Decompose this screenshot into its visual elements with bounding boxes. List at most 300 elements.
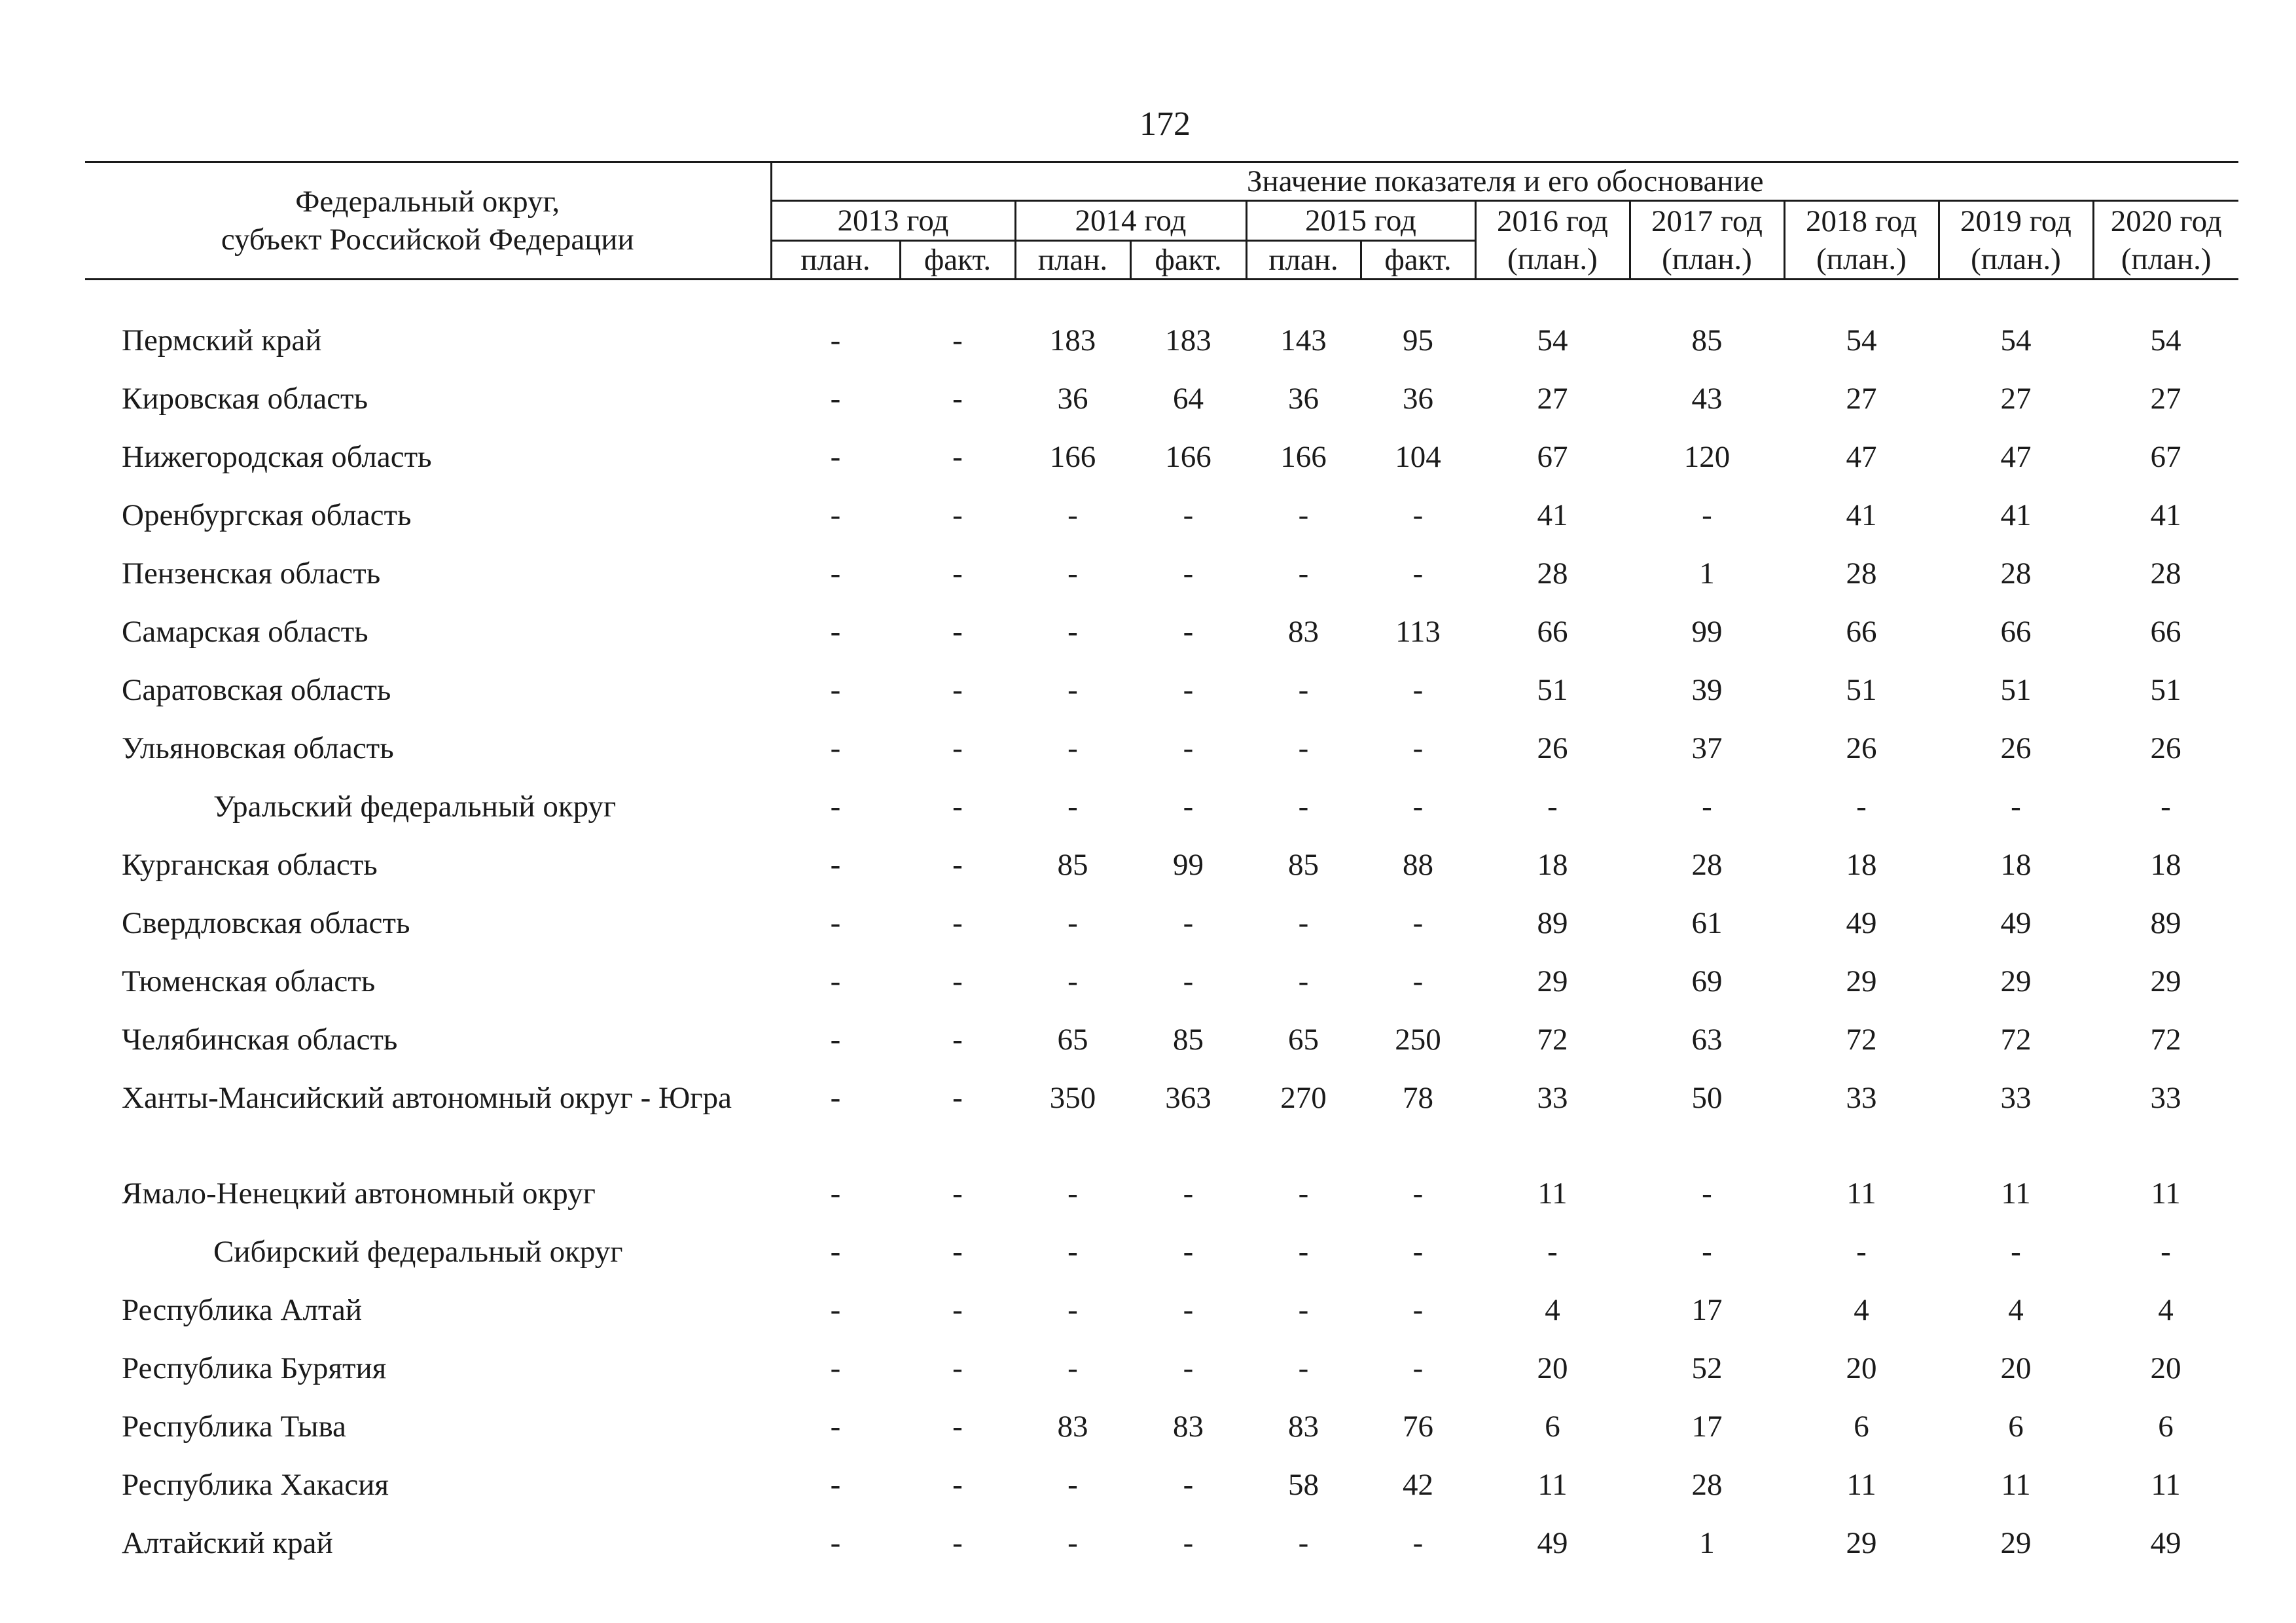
value-cell: - <box>830 440 841 474</box>
value-cell: 166 <box>1049 440 1096 474</box>
subject-name: Оренбургская область <box>122 498 412 532</box>
value-cell: 18 <box>1537 848 1568 882</box>
value-cell: 20 <box>2150 1351 2181 1385</box>
value-cell: - <box>952 673 963 707</box>
value-cell: - <box>1547 1235 1558 1269</box>
value-cell: - <box>1412 1176 1424 1211</box>
value-cell: 143 <box>1280 323 1327 357</box>
value-cell: 29 <box>1537 964 1568 998</box>
value-cell: 51 <box>2000 673 2032 707</box>
table-row <box>85 1285 2238 1343</box>
value-cell: 183 <box>1049 323 1096 357</box>
subheader-2013-plan: план. <box>771 241 900 280</box>
table-row <box>85 1402 2238 1460</box>
value-cell: - <box>1183 1468 1194 1502</box>
value-cell: 18 <box>2150 848 2181 882</box>
value-cell: - <box>1412 1293 1424 1327</box>
value-cell: - <box>1183 1176 1194 1211</box>
value-cell: 72 <box>2150 1023 2181 1057</box>
value-cell: 50 <box>1691 1081 1723 1115</box>
value-cell: 49 <box>1537 1526 1568 1560</box>
value-cell: 83 <box>1288 615 1319 649</box>
value-cell: - <box>1183 964 1194 998</box>
value-cell: 88 <box>1403 848 1433 882</box>
subject-header-line-1: Федеральный округ, <box>295 185 560 219</box>
value-cell: 83 <box>1057 1410 1088 1444</box>
subject-name: Челябинская область <box>122 1023 398 1057</box>
value-cell: - <box>1298 498 1309 532</box>
subject-name: Нижегородская область <box>122 440 432 474</box>
value-cell: 76 <box>1403 1410 1433 1444</box>
value-cell: - <box>1183 1351 1194 1385</box>
value-cell: 28 <box>2150 556 2181 591</box>
value-cell: 51 <box>2150 673 2181 707</box>
value-cell: 58 <box>1288 1468 1319 1502</box>
value-cell: 83 <box>1173 1410 1204 1444</box>
table-row <box>85 607 2238 665</box>
year-2013-header: 2013 год <box>771 201 1015 241</box>
value-cell: 6 <box>1545 1410 1560 1444</box>
value-cell: 26 <box>1537 731 1568 765</box>
value-cell: - <box>1183 615 1194 649</box>
value-cell: - <box>830 848 841 882</box>
value-cell: - <box>1067 1468 1078 1502</box>
value-cell: - <box>830 1235 841 1269</box>
value-cell: 4 <box>1545 1293 1560 1327</box>
value-cell: - <box>1412 1526 1424 1560</box>
value-cell: 28 <box>1691 1468 1723 1502</box>
table-row <box>85 840 2238 898</box>
value-cell: 11 <box>2001 1176 2031 1211</box>
value-cell: - <box>1183 1526 1194 1560</box>
value-cell: 41 <box>2000 498 2032 532</box>
value-cell: - <box>952 323 963 357</box>
value-cell: - <box>1183 1293 1194 1327</box>
year-2015-header: 2015 год <box>1246 201 1475 241</box>
table-row <box>85 1460 2238 1518</box>
value-cell: 54 <box>1846 323 1877 357</box>
value-cell: - <box>830 615 841 649</box>
year-2014-header: 2014 год <box>1015 201 1246 241</box>
subject-name: Самарская область <box>122 615 368 649</box>
value-cell: 26 <box>1846 731 1877 765</box>
value-cell: 85 <box>1173 1023 1204 1057</box>
value-cell: 99 <box>1691 615 1723 649</box>
value-cell: 29 <box>2000 964 2032 998</box>
subject-column-header <box>85 162 771 280</box>
table-row <box>85 898 2238 957</box>
year-2020-header: 2020 год <box>2093 201 2238 241</box>
value-cell: - <box>952 1235 963 1269</box>
value-cell: - <box>1412 673 1424 707</box>
subheader-2019-plan: (план.) <box>1939 241 2093 280</box>
value-cell: 104 <box>1395 440 1441 474</box>
value-cell: 33 <box>1537 1081 1568 1115</box>
table-body <box>85 280 2238 1577</box>
subject-name: Кировская область <box>122 382 368 416</box>
value-cell: - <box>1183 790 1194 824</box>
value-cell: 43 <box>1691 382 1723 416</box>
value-cell: 36 <box>1288 382 1319 416</box>
value-cell: 49 <box>2150 1526 2181 1560</box>
value-cell: - <box>2161 1235 2171 1269</box>
value-cell: - <box>830 1526 841 1560</box>
value-cell: 54 <box>2150 323 2181 357</box>
value-cell: 120 <box>1683 440 1731 474</box>
value-cell: 78 <box>1403 1081 1433 1115</box>
value-cell: 113 <box>1395 615 1441 649</box>
value-cell: 20 <box>1537 1351 1568 1385</box>
value-cell: 350 <box>1049 1081 1096 1115</box>
subject-name: Республика Бурятия <box>122 1351 387 1385</box>
value-cell: 26 <box>2000 731 2032 765</box>
table-row <box>85 1343 2238 1402</box>
year-2018-header: 2018 год <box>1784 201 1939 241</box>
value-cell: - <box>952 1351 963 1385</box>
value-cell: - <box>1702 1176 1712 1211</box>
value-cell: - <box>1412 964 1424 998</box>
value-cell: - <box>952 964 963 998</box>
value-cell: - <box>1412 498 1424 532</box>
value-cell: - <box>1067 1176 1078 1211</box>
value-cell: - <box>1298 964 1309 998</box>
value-cell: 17 <box>1691 1293 1723 1327</box>
value-cell: 183 <box>1165 323 1211 357</box>
value-cell: 36 <box>1057 382 1088 416</box>
value-cell: - <box>952 1293 963 1327</box>
value-cell: - <box>1702 790 1712 824</box>
value-cell: - <box>952 556 963 591</box>
value-cell: 11 <box>2151 1176 2181 1211</box>
value-cell: - <box>952 382 963 416</box>
value-cell: - <box>1298 1176 1309 1211</box>
value-cell: 27 <box>2150 382 2181 416</box>
value-cell: - <box>1298 1351 1309 1385</box>
value-cell: - <box>1067 673 1078 707</box>
value-cell: - <box>1412 1351 1424 1385</box>
subheader-2016-plan: (план.) <box>1475 241 1630 280</box>
year-2017-header: 2017 год <box>1630 201 1784 241</box>
value-cell: 28 <box>1537 556 1568 591</box>
value-cell: 27 <box>2000 382 2032 416</box>
subject-name: Саратовская область <box>122 673 391 707</box>
value-cell: - <box>952 615 963 649</box>
value-cell: - <box>1856 1235 1867 1269</box>
subheader-2018-plan: (план.) <box>1784 241 1939 280</box>
value-cell: - <box>1298 906 1309 940</box>
value-cell: - <box>830 964 841 998</box>
value-cell: - <box>952 1410 963 1444</box>
subject-name: Алтайский край <box>122 1526 333 1560</box>
value-cell: 33 <box>2150 1081 2181 1115</box>
value-cell: - <box>1067 615 1078 649</box>
table-row <box>85 665 2238 723</box>
value-cell: - <box>1702 498 1712 532</box>
subject-name: Тюменская область <box>122 964 376 998</box>
value-cell: 4 <box>1854 1293 1869 1327</box>
value-cell: 64 <box>1173 382 1204 416</box>
value-cell: 4 <box>2158 1293 2174 1327</box>
value-cell: 47 <box>1846 440 1877 474</box>
value-cell: - <box>952 848 963 882</box>
value-cell: 66 <box>1537 615 1568 649</box>
subject-name: Пермский край <box>122 323 322 357</box>
subject-name: Республика Алтай <box>122 1293 363 1327</box>
value-cell: 63 <box>1691 1023 1723 1057</box>
value-cell: 166 <box>1280 440 1327 474</box>
value-cell: - <box>952 906 963 940</box>
subject-name: Свердловская область <box>122 906 410 940</box>
table-row <box>85 1169 2238 1227</box>
value-cell: - <box>830 1023 841 1057</box>
value-cell: - <box>952 440 963 474</box>
value-cell: - <box>2161 790 2171 824</box>
subheader-2015-fact: факт. <box>1361 241 1475 280</box>
value-cell: 51 <box>1537 673 1568 707</box>
table-row <box>85 374 2238 432</box>
value-cell: - <box>830 1351 841 1385</box>
value-cell: 85 <box>1288 848 1319 882</box>
value-cell: 66 <box>2000 615 2032 649</box>
value-cell: 85 <box>1691 323 1723 357</box>
value-cell: 37 <box>1691 731 1723 765</box>
value-cell: - <box>1183 498 1194 532</box>
year-2019-header: 2019 год <box>1939 201 2093 241</box>
table-row <box>85 723 2238 782</box>
value-cell: 65 <box>1057 1023 1088 1057</box>
value-cell: 28 <box>2000 556 2032 591</box>
header-spacer <box>85 280 2238 316</box>
value-cell: - <box>1067 1526 1078 1560</box>
value-cell: 99 <box>1173 848 1204 882</box>
value-cell: 54 <box>1537 323 1568 357</box>
value-cell: - <box>830 1176 841 1211</box>
value-cell: 66 <box>1846 615 1877 649</box>
value-cell: - <box>1547 790 1558 824</box>
value-cell: - <box>830 1293 841 1327</box>
value-cell: 20 <box>1846 1351 1877 1385</box>
value-cell: - <box>1298 731 1309 765</box>
value-cell: 6 <box>2008 1410 2024 1444</box>
value-cell: 95 <box>1403 323 1433 357</box>
value-group-header: Значение показателя и его обоснование <box>771 162 2238 201</box>
value-cell: 49 <box>2000 906 2032 940</box>
value-cell: 41 <box>1846 498 1877 532</box>
value-cell: - <box>2011 1235 2021 1269</box>
table-row <box>85 957 2238 1015</box>
value-cell: 6 <box>1854 1410 1869 1444</box>
subject-header-line-2: субъект Российской Федерации <box>221 223 634 257</box>
value-cell: - <box>830 1081 841 1115</box>
value-cell: - <box>830 731 841 765</box>
value-cell: - <box>1067 1235 1078 1269</box>
value-cell: 89 <box>1537 906 1568 940</box>
value-cell: - <box>1298 1526 1309 1560</box>
table-row <box>85 316 2238 374</box>
value-cell: 250 <box>1395 1023 1441 1057</box>
value-cell: - <box>1298 790 1309 824</box>
value-cell: - <box>952 1468 963 1502</box>
value-cell: 41 <box>1537 498 1568 532</box>
value-cell: - <box>1067 906 1078 940</box>
value-cell: 33 <box>1846 1081 1877 1115</box>
value-cell: - <box>1067 731 1078 765</box>
subheader-2013-fact: факт. <box>900 241 1015 280</box>
value-cell: 11 <box>2151 1468 2181 1502</box>
value-cell: - <box>830 906 841 940</box>
value-cell: - <box>830 1410 841 1444</box>
table-row <box>85 1015 2238 1073</box>
value-cell: 27 <box>1846 382 1877 416</box>
value-cell: 20 <box>2000 1351 2032 1385</box>
table-row <box>85 549 2238 607</box>
value-cell: 39 <box>1691 673 1723 707</box>
value-cell: 61 <box>1691 906 1723 940</box>
value-cell: - <box>1183 673 1194 707</box>
value-cell: 67 <box>1537 440 1568 474</box>
value-cell: - <box>830 790 841 824</box>
value-cell: 28 <box>1691 848 1723 882</box>
value-cell: 11 <box>1537 1176 1568 1211</box>
value-cell: 11 <box>1846 1468 1876 1502</box>
table-row <box>85 782 2238 840</box>
value-cell: 29 <box>1846 964 1877 998</box>
value-cell: - <box>952 1526 963 1560</box>
value-cell: - <box>1067 1293 1078 1327</box>
value-cell: - <box>1412 790 1424 824</box>
value-cell: 26 <box>2150 731 2181 765</box>
table-row <box>85 490 2238 549</box>
value-cell: - <box>1067 790 1078 824</box>
value-cell: - <box>1856 790 1867 824</box>
table-row <box>85 432 2238 490</box>
value-cell: 18 <box>1846 848 1877 882</box>
value-cell: 1 <box>1699 1526 1715 1560</box>
table-header <box>85 162 2238 280</box>
value-cell: - <box>1298 1293 1309 1327</box>
value-cell: - <box>830 382 841 416</box>
subject-name: Республика Хакасия <box>122 1468 389 1502</box>
value-cell: 27 <box>1537 382 1568 416</box>
subheader-2014-plan: план. <box>1015 241 1130 280</box>
value-cell: 11 <box>1846 1176 1876 1211</box>
value-cell: - <box>952 790 963 824</box>
value-cell: 166 <box>1165 440 1211 474</box>
value-cell: - <box>952 731 963 765</box>
value-cell: 89 <box>2150 906 2181 940</box>
value-cell: 41 <box>2150 498 2181 532</box>
value-cell: - <box>830 1468 841 1502</box>
subject-name: Республика Тыва <box>122 1410 346 1444</box>
federal-district-name: Сибирский федеральный округ <box>213 1235 623 1269</box>
value-cell: - <box>1183 556 1194 591</box>
federal-district-name: Уральский федеральный округ <box>213 790 617 824</box>
value-cell: - <box>1067 556 1078 591</box>
table-row <box>85 1073 2238 1169</box>
value-cell: - <box>1298 1235 1309 1269</box>
value-cell: 29 <box>1846 1526 1877 1560</box>
value-cell: - <box>1067 498 1078 532</box>
value-cell: 363 <box>1165 1081 1211 1115</box>
page-number: 172 <box>1139 105 1191 143</box>
value-cell: 17 <box>1691 1410 1723 1444</box>
value-cell: - <box>830 498 841 532</box>
value-cell: 42 <box>1403 1468 1433 1502</box>
value-cell: 85 <box>1057 848 1088 882</box>
value-cell: - <box>1298 673 1309 707</box>
value-cell: - <box>830 323 841 357</box>
value-cell: 4 <box>2008 1293 2024 1327</box>
value-cell: 66 <box>2150 615 2181 649</box>
value-cell: 28 <box>1846 556 1877 591</box>
value-cell: 1 <box>1699 556 1715 591</box>
subject-name: Курганская область <box>122 848 378 882</box>
subject-name: Пензенская область <box>122 556 381 591</box>
subheader-2015-plan: план. <box>1246 241 1361 280</box>
indicator-table <box>85 161 2238 1577</box>
value-cell: 11 <box>1537 1468 1568 1502</box>
value-cell: - <box>1067 1351 1078 1385</box>
value-cell: 51 <box>1846 673 1877 707</box>
value-cell: 72 <box>1537 1023 1568 1057</box>
value-cell: 52 <box>1691 1351 1723 1385</box>
value-cell: - <box>1183 1235 1194 1269</box>
value-cell: 72 <box>1846 1023 1877 1057</box>
value-cell: 18 <box>2000 848 2032 882</box>
value-cell: 33 <box>2000 1081 2032 1115</box>
value-cell: 67 <box>2150 440 2181 474</box>
value-cell: - <box>1298 556 1309 591</box>
value-cell: 72 <box>2000 1023 2032 1057</box>
value-cell: - <box>1412 1235 1424 1269</box>
value-cell: 54 <box>2000 323 2032 357</box>
value-cell: 270 <box>1280 1081 1327 1115</box>
value-cell: - <box>952 498 963 532</box>
subject-name: Ямало-Ненецкий автономный округ <box>122 1176 596 1211</box>
value-cell: - <box>1412 906 1424 940</box>
table-row <box>85 1227 2238 1285</box>
value-cell: 29 <box>2000 1526 2032 1560</box>
value-cell: 36 <box>1403 382 1433 416</box>
value-cell: - <box>1183 731 1194 765</box>
value-cell: - <box>952 1023 963 1057</box>
value-cell: - <box>830 556 841 591</box>
subject-name: Ульяновская область <box>122 731 394 765</box>
year-2016-header: 2016 год <box>1475 201 1630 241</box>
value-cell: - <box>1412 731 1424 765</box>
value-cell: - <box>1183 906 1194 940</box>
value-cell: 47 <box>2000 440 2032 474</box>
value-cell: 49 <box>1846 906 1877 940</box>
value-cell: 11 <box>2001 1468 2031 1502</box>
value-cell: - <box>830 673 841 707</box>
value-cell: - <box>952 1081 963 1115</box>
subject-name: Ханты-Мансийский автономный округ - Югра <box>122 1081 732 1115</box>
value-cell: 6 <box>2158 1410 2174 1444</box>
value-cell: - <box>2011 790 2021 824</box>
value-cell: - <box>1412 556 1424 591</box>
subheader-2020-plan: (план.) <box>2093 241 2238 280</box>
table-row <box>85 1518 2238 1577</box>
value-cell: 65 <box>1288 1023 1319 1057</box>
subheader-2017-plan: (план.) <box>1630 241 1784 280</box>
subheader-2014-fact: факт. <box>1130 241 1246 280</box>
value-cell: - <box>1702 1235 1712 1269</box>
value-cell: - <box>1067 964 1078 998</box>
value-cell: 83 <box>1288 1410 1319 1444</box>
value-cell: - <box>952 1176 963 1211</box>
value-cell: 29 <box>2150 964 2181 998</box>
